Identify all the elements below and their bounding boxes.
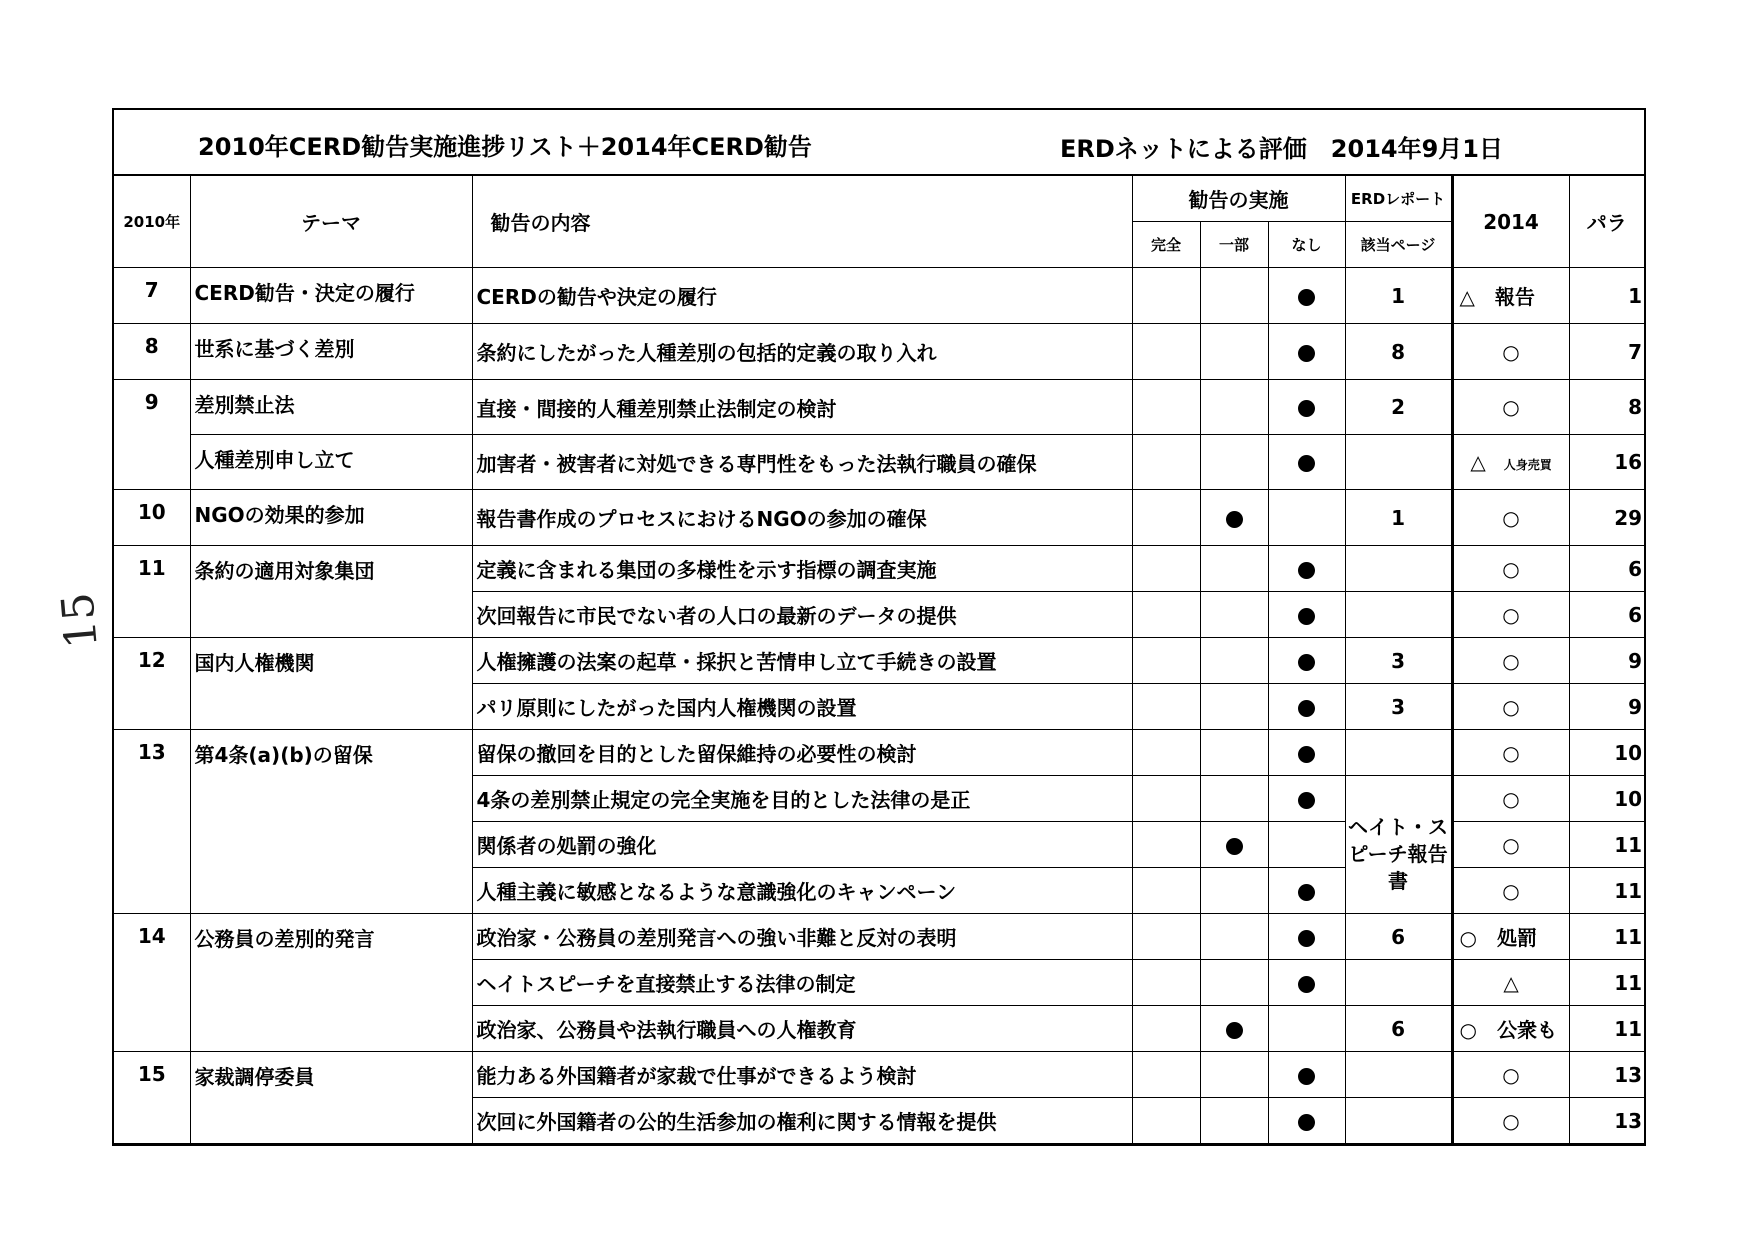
header-page: 該当ページ bbox=[1345, 222, 1452, 268]
filled-circle-icon bbox=[1298, 345, 1315, 362]
cell-page bbox=[1345, 592, 1452, 638]
cell-impl-none bbox=[1268, 268, 1345, 324]
table-row bbox=[114, 380, 1644, 435]
table-header bbox=[114, 176, 1644, 268]
cell-para: 6 bbox=[1569, 546, 1644, 592]
header-none: なし bbox=[1268, 222, 1345, 268]
cell-impl-partial bbox=[1200, 868, 1268, 914]
eval-mark: ○ bbox=[1502, 395, 1520, 419]
cell-impl-partial bbox=[1200, 776, 1268, 822]
cell-eval-2014 bbox=[1452, 1006, 1569, 1052]
filled-circle-icon bbox=[1298, 400, 1315, 417]
filled-circle-icon bbox=[1298, 700, 1315, 717]
cell-page: 3 bbox=[1345, 684, 1452, 730]
filled-circle-icon bbox=[1298, 746, 1315, 763]
cell-content: 次回に外国籍者の公的生活参加の権利に関する情報を提供 bbox=[472, 1098, 1132, 1144]
cell-impl-partial bbox=[1200, 324, 1268, 380]
cell-impl-partial bbox=[1200, 435, 1268, 490]
cell-content: 報告書作成のプロセスにおけるNGOの参加の確保 bbox=[472, 490, 1132, 546]
cell-para: 13 bbox=[1569, 1098, 1644, 1144]
cell-para: 13 bbox=[1569, 1052, 1644, 1098]
header-theme: テーマ bbox=[190, 176, 472, 268]
cell-content: 人権擁護の法案の起草・採択と苦情申し立て手続きの設置 bbox=[472, 638, 1132, 684]
header-full: 完全 bbox=[1132, 222, 1200, 268]
eval-mark: ○ bbox=[1502, 648, 1520, 673]
cell-impl-none bbox=[1268, 822, 1345, 868]
cell-para: 11 bbox=[1569, 822, 1644, 868]
cell-content: 人種主義に敏感となるような意識強化のキャンペーン bbox=[472, 868, 1132, 914]
eval-mark: △ 報告 bbox=[1459, 285, 1535, 309]
cell-year-no: 8 bbox=[114, 324, 190, 380]
cell-year-no: 10 bbox=[114, 490, 190, 546]
cell-page bbox=[1345, 960, 1452, 1006]
cell-impl-partial bbox=[1200, 1006, 1268, 1052]
cell-para: 16 bbox=[1569, 435, 1644, 490]
cell-impl-full bbox=[1132, 1006, 1200, 1052]
table-row bbox=[114, 638, 1644, 684]
cell-impl-partial bbox=[1200, 1052, 1268, 1098]
cell-impl-full bbox=[1132, 822, 1200, 868]
cell-impl-full bbox=[1132, 776, 1200, 822]
cell-theme: 条約の適用対象集団 bbox=[190, 546, 472, 638]
cell-content: 直接・間接的人種差別禁止法制定の検討 bbox=[472, 380, 1132, 435]
cell-para: 9 bbox=[1569, 684, 1644, 730]
table-body bbox=[114, 268, 1644, 1144]
cell-content: 4条の差別禁止規定の完全実施を目的とした法律の是正 bbox=[472, 776, 1132, 822]
cell-impl-partial bbox=[1200, 1098, 1268, 1144]
eval-mark: ○ bbox=[1502, 602, 1520, 627]
cell-theme: 人種差別申し立て bbox=[190, 435, 472, 490]
cell-para: 8 bbox=[1569, 380, 1644, 435]
cell-impl-none bbox=[1268, 684, 1345, 730]
filled-circle-icon bbox=[1226, 838, 1243, 855]
filled-circle-icon bbox=[1298, 608, 1315, 625]
cell-content: ヘイトスピーチを直接禁止する法律の制定 bbox=[472, 960, 1132, 1006]
eval-note: 人身売買 bbox=[1503, 458, 1552, 472]
filled-circle-icon bbox=[1298, 976, 1315, 993]
cell-impl-full bbox=[1132, 960, 1200, 1006]
cell-year-no: 14 bbox=[114, 914, 190, 1052]
header-partial: 一部 bbox=[1200, 222, 1268, 268]
cell-impl-none bbox=[1268, 776, 1345, 822]
cell-content: 能力ある外国籍者が家裁で仕事ができるよう検討 bbox=[472, 1052, 1132, 1098]
cell-theme: 第4条(a)(b)の留保 bbox=[190, 730, 472, 914]
cell-impl-none bbox=[1268, 435, 1345, 490]
cell-impl-none bbox=[1268, 914, 1345, 960]
cell-eval-2014 bbox=[1452, 638, 1569, 684]
cell-content: 条約にしたがった人種差別の包括的定義の取り入れ bbox=[472, 324, 1132, 380]
cell-content: 政治家、公務員や法執行職員への人権教育 bbox=[472, 1006, 1132, 1052]
filled-circle-icon bbox=[1298, 289, 1315, 306]
eval-mark: ○ 処罰 bbox=[1459, 926, 1537, 950]
eval-mark: ○ bbox=[1502, 556, 1520, 581]
table-row bbox=[114, 324, 1644, 380]
cell-impl-partial bbox=[1200, 490, 1268, 546]
table-row bbox=[114, 1052, 1644, 1098]
cell-eval-2014 bbox=[1452, 730, 1569, 776]
cell-content: 加害者・被害者に対処できる専門性をもった法執行職員の確保 bbox=[472, 435, 1132, 490]
header-implementation: 勧告の実施 bbox=[1132, 176, 1345, 222]
cell-impl-full bbox=[1132, 592, 1200, 638]
title-bar bbox=[114, 110, 1644, 176]
cell-eval-2014 bbox=[1452, 435, 1569, 490]
cell-impl-partial bbox=[1200, 822, 1268, 868]
cell-impl-none bbox=[1268, 324, 1345, 380]
cell-impl-none bbox=[1268, 638, 1345, 684]
cell-eval-2014 bbox=[1452, 960, 1569, 1006]
cell-page: 8 bbox=[1345, 324, 1452, 380]
cell-theme: 家裁調停委員 bbox=[190, 1052, 472, 1144]
cell-impl-full bbox=[1132, 684, 1200, 730]
cell-eval-2014 bbox=[1452, 1098, 1569, 1144]
cell-page: 1 bbox=[1345, 490, 1452, 546]
cell-page bbox=[1345, 546, 1452, 592]
cell-impl-partial bbox=[1200, 914, 1268, 960]
cell-para: 29 bbox=[1569, 490, 1644, 546]
cell-impl-partial bbox=[1200, 638, 1268, 684]
header-erd-report: ERDレポート bbox=[1345, 176, 1452, 222]
eval-mark: ○ bbox=[1502, 740, 1520, 765]
table-row bbox=[114, 435, 1644, 490]
cell-year-no: 13 bbox=[114, 730, 190, 914]
table-row bbox=[114, 490, 1644, 546]
cell-impl-none bbox=[1268, 490, 1345, 546]
cell-page: 2 bbox=[1345, 380, 1452, 435]
filled-circle-icon bbox=[1298, 792, 1315, 809]
cell-para: 7 bbox=[1569, 324, 1644, 380]
cell-para: 10 bbox=[1569, 730, 1644, 776]
cell-impl-partial bbox=[1200, 546, 1268, 592]
cell-impl-partial bbox=[1200, 380, 1268, 435]
cell-page: 6 bbox=[1345, 1006, 1452, 1052]
cell-impl-none bbox=[1268, 960, 1345, 1006]
cell-impl-none bbox=[1268, 1098, 1345, 1144]
filled-circle-icon bbox=[1226, 1022, 1243, 1039]
cell-page: 6 bbox=[1345, 914, 1452, 960]
eval-mark: ○ bbox=[1502, 694, 1520, 719]
cell-impl-full bbox=[1132, 1098, 1200, 1144]
cell-year-no: 9 bbox=[114, 380, 190, 490]
cell-impl-partial bbox=[1200, 592, 1268, 638]
eval-mark: ○ bbox=[1502, 878, 1520, 903]
cell-para: 11 bbox=[1569, 960, 1644, 1006]
cell-impl-full bbox=[1132, 324, 1200, 380]
cell-content: 政治家・公務員の差別発言への強い非難と反対の表明 bbox=[472, 914, 1132, 960]
cell-year-no: 7 bbox=[114, 268, 190, 324]
cell-impl-none bbox=[1268, 868, 1345, 914]
cell-impl-partial bbox=[1200, 684, 1268, 730]
cell-theme: 国内人権機関 bbox=[190, 638, 472, 730]
cell-impl-partial bbox=[1200, 268, 1268, 324]
filled-circle-icon bbox=[1298, 1068, 1315, 1085]
filled-circle-icon bbox=[1298, 455, 1315, 472]
cell-page: 1 bbox=[1345, 268, 1452, 324]
eval-mark: ○ bbox=[1502, 339, 1520, 364]
cell-impl-full bbox=[1132, 435, 1200, 490]
handwritten-page-mark: 15 bbox=[52, 590, 108, 651]
header-para: パラ bbox=[1569, 176, 1644, 268]
document-title: 2010年CERD勧告実施進捗リスト＋2014年CERD勧告 bbox=[198, 133, 812, 161]
cell-impl-partial bbox=[1200, 960, 1268, 1006]
cell-content: CERDの勧告や決定の履行 bbox=[472, 268, 1132, 324]
cell-theme: CERD勧告・決定の履行 bbox=[190, 268, 472, 324]
header-content: 勧告の内容 bbox=[472, 176, 1132, 268]
cell-year-no: 11 bbox=[114, 546, 190, 638]
cell-impl-partial bbox=[1200, 730, 1268, 776]
cell-eval-2014 bbox=[1452, 546, 1569, 592]
cell-impl-none bbox=[1268, 1052, 1345, 1098]
table-row bbox=[114, 546, 1644, 592]
cell-page: 3 bbox=[1345, 638, 1452, 684]
cell-theme: 差別禁止法 bbox=[190, 380, 472, 435]
filled-circle-icon bbox=[1298, 562, 1315, 579]
cell-content: 定義に含まれる集団の多様性を示す指標の調査実施 bbox=[472, 546, 1132, 592]
cell-impl-full bbox=[1132, 730, 1200, 776]
cell-impl-full bbox=[1132, 868, 1200, 914]
cell-theme: 公務員の差別的発言 bbox=[190, 914, 472, 1052]
cell-impl-full bbox=[1132, 546, 1200, 592]
cell-page bbox=[1345, 1052, 1452, 1098]
cell-impl-none bbox=[1268, 380, 1345, 435]
cell-para: 10 bbox=[1569, 776, 1644, 822]
cell-eval-2014 bbox=[1452, 324, 1569, 380]
cell-para: 6 bbox=[1569, 592, 1644, 638]
filled-circle-icon bbox=[1298, 1114, 1315, 1131]
cell-page bbox=[1345, 1098, 1452, 1144]
cell-para: 9 bbox=[1569, 638, 1644, 684]
header-2014: 2014 bbox=[1452, 176, 1569, 268]
cell-impl-none bbox=[1268, 730, 1345, 776]
cell-impl-none bbox=[1268, 1006, 1345, 1052]
cell-content: 留保の撤回を目的とした留保維持の必要性の検討 bbox=[472, 730, 1132, 776]
cell-eval-2014 bbox=[1452, 684, 1569, 730]
cell-impl-full bbox=[1132, 638, 1200, 684]
cell-page bbox=[1345, 435, 1452, 490]
cell-eval-2014 bbox=[1452, 914, 1569, 960]
cell-eval-2014 bbox=[1452, 822, 1569, 868]
cell-impl-full bbox=[1132, 380, 1200, 435]
eval-mark: △ bbox=[1470, 450, 1486, 474]
eval-mark: ○ bbox=[1502, 1108, 1520, 1133]
cell-impl-full bbox=[1132, 268, 1200, 324]
cell-para: 11 bbox=[1569, 1006, 1644, 1052]
cell-para: 11 bbox=[1569, 914, 1644, 960]
cell-eval-2014 bbox=[1452, 380, 1569, 435]
cell-impl-full bbox=[1132, 914, 1200, 960]
header-year: 2010年 bbox=[114, 176, 190, 268]
cell-impl-full bbox=[1132, 490, 1200, 546]
cell-hate-speech-report: ヘイト・スピーチ報告書 bbox=[1345, 776, 1452, 914]
cell-content: 次回報告に市民でない者の人口の最新のデータの提供 bbox=[472, 592, 1132, 638]
cell-para: 11 bbox=[1569, 868, 1644, 914]
eval-mark: ○ bbox=[1502, 832, 1520, 857]
eval-mark: ○ bbox=[1502, 786, 1520, 811]
cell-theme: NGOの効果的参加 bbox=[190, 490, 472, 546]
cell-eval-2014 bbox=[1452, 776, 1569, 822]
cell-eval-2014 bbox=[1452, 268, 1569, 324]
cell-eval-2014 bbox=[1452, 490, 1569, 546]
cell-impl-full bbox=[1132, 1052, 1200, 1098]
evaluation-sheet bbox=[112, 108, 1646, 1146]
cell-theme: 世系に基づく差別 bbox=[190, 324, 472, 380]
eval-mark: ○ bbox=[1502, 505, 1520, 530]
cell-page bbox=[1345, 730, 1452, 776]
filled-circle-icon bbox=[1226, 511, 1243, 528]
table-row bbox=[114, 914, 1644, 960]
filled-circle-icon bbox=[1298, 654, 1315, 671]
table-row bbox=[114, 730, 1644, 776]
cell-eval-2014 bbox=[1452, 1052, 1569, 1098]
filled-circle-icon bbox=[1298, 884, 1315, 901]
eval-mark: △ bbox=[1503, 970, 1519, 995]
cell-year-no: 15 bbox=[114, 1052, 190, 1144]
cell-eval-2014 bbox=[1452, 592, 1569, 638]
cell-impl-none bbox=[1268, 592, 1345, 638]
document-evaluator-date: ERDネットによる評価 2014年9月1日 bbox=[1060, 135, 1503, 163]
eval-mark: ○ 公衆も bbox=[1459, 1018, 1557, 1042]
cell-year-no: 12 bbox=[114, 638, 190, 730]
cell-para: 1 bbox=[1569, 268, 1644, 324]
cell-eval-2014 bbox=[1452, 868, 1569, 914]
cell-content: パリ原則にしたがった国内人権機関の設置 bbox=[472, 684, 1132, 730]
table-row bbox=[114, 268, 1644, 324]
recommendations-table bbox=[114, 176, 1644, 1144]
eval-mark: ○ bbox=[1502, 1062, 1520, 1087]
cell-content: 関係者の処罰の強化 bbox=[472, 822, 1132, 868]
filled-circle-icon bbox=[1298, 930, 1315, 947]
cell-impl-none bbox=[1268, 546, 1345, 592]
